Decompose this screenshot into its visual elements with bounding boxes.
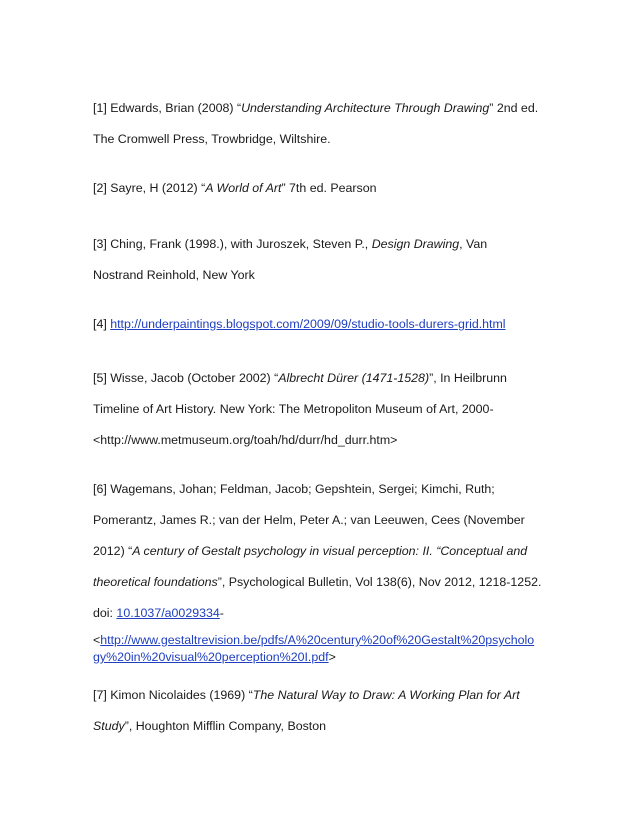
reference-6-url-link-part-2[interactable]: gy%20in%20visual%20perception%20I.pdf	[93, 650, 329, 664]
reference-6-line-5	[93, 598, 563, 629]
reference-1-author: [1] Edwards, Brian (2008) “	[93, 101, 242, 115]
reference-5-author: [5] Wisse, Jacob (October 2002) “	[93, 371, 279, 385]
reference-2-author: [2] Sayre, H (2012) “	[93, 181, 206, 195]
reference-5-source-start: ”, In Heilbrunn	[429, 371, 507, 385]
reference-6-journal: ”, Psychological Bulletin, Vol 138(6), Nov 2012, 1218-1252.	[217, 575, 542, 589]
reference-7	[93, 680, 563, 742]
reference-4-number: [4]	[93, 317, 111, 331]
reference-3-title: Design Drawing	[371, 237, 460, 251]
reference-7-title-part-2: Study	[93, 719, 125, 733]
reference-7-line-2	[93, 711, 563, 742]
reference-4-line-1	[93, 309, 563, 340]
reference-1-line-2: The Cromwell Press, Trowbridge, Wiltshire.	[93, 132, 331, 146]
reference-5-line-1	[93, 363, 563, 394]
reference-1-title: Understanding Architecture Through Drawing	[241, 101, 490, 115]
reference-3-author: [3] Ching, Frank (1998.), with Juroszek, Steven P.,	[93, 237, 372, 251]
reference-6-doi-dash: -	[219, 606, 224, 620]
reference-6-title-part-1: A century of Gestalt psychology in visual perception: II. “Conceptual and	[132, 544, 528, 558]
reference-5-line-3: <http://www.metmuseum.org/toah/hd/durr/hd_durr.htm>	[93, 433, 398, 447]
reference-6-url-link-part-1[interactable]: http://www.gestaltrevision.be/pdfs/A%20century%20of%20Gestalt%20psycholo	[100, 633, 535, 647]
reference-6-line-3	[93, 536, 563, 567]
reference-6-doi-link[interactable]: 10.1037/a0029334	[116, 606, 220, 620]
reference-6-line-2: Pomerantz, James R.; van der Helm, Peter A.; van Leeuwen, Cees (November	[93, 513, 525, 527]
reference-1-edition: ” 2nd ed.	[489, 101, 539, 115]
reference-6-url-open: <	[93, 633, 101, 647]
reference-6-line-4	[93, 567, 563, 598]
reference-2-edition: ” 7th ed. Pearson	[281, 181, 377, 195]
reference-6-line-6	[93, 629, 563, 648]
reference-2-title: A World of Art	[205, 181, 282, 195]
reference-3	[93, 229, 563, 291]
reference-3-line-2: Nostrand Reinhold, New York	[93, 268, 255, 282]
reference-4-link[interactable]: http://underpaintings.blogspot.com/2009/09/studio-tools-durers-grid.html	[110, 317, 506, 331]
reference-5-title: Albrecht Dürer (1471-1528)	[278, 371, 430, 385]
reference-6-line-1: [6] Wagemans, Johan; Feldman, Jacob; Gepshtein, Sergei; Kimchi, Ruth;	[93, 482, 495, 496]
reference-2	[93, 173, 563, 204]
reference-7-author: [7] Kimon Nicolaides (1969) “	[93, 688, 253, 702]
reference-7-title-part-1: The Natural Way to Draw: A Working Plan for Art	[252, 688, 520, 702]
reference-3-line-1	[93, 229, 563, 260]
reference-5	[93, 363, 563, 456]
reference-7-line-1	[93, 680, 563, 711]
reference-6-line-7	[93, 648, 563, 667]
reference-6	[93, 474, 563, 667]
reference-6-title-part-2: theoretical foundations	[93, 575, 218, 589]
reference-1-line-1	[93, 93, 563, 124]
reference-3-publisher-start: , Van	[459, 237, 488, 251]
reference-2-line-1	[93, 173, 563, 204]
reference-6-doi-label: doi:	[93, 606, 117, 620]
reference-4	[93, 309, 563, 340]
reference-7-publisher: ”, Houghton Mifflin Company, Boston	[124, 719, 327, 733]
reference-1	[93, 93, 563, 155]
reference-5-line-2: Timeline of Art History. New York: The Metropoliton Museum of Art, 2000-	[93, 402, 494, 416]
reference-6-url-close: >	[328, 650, 336, 664]
reference-6-year: 2012) “	[93, 544, 133, 558]
